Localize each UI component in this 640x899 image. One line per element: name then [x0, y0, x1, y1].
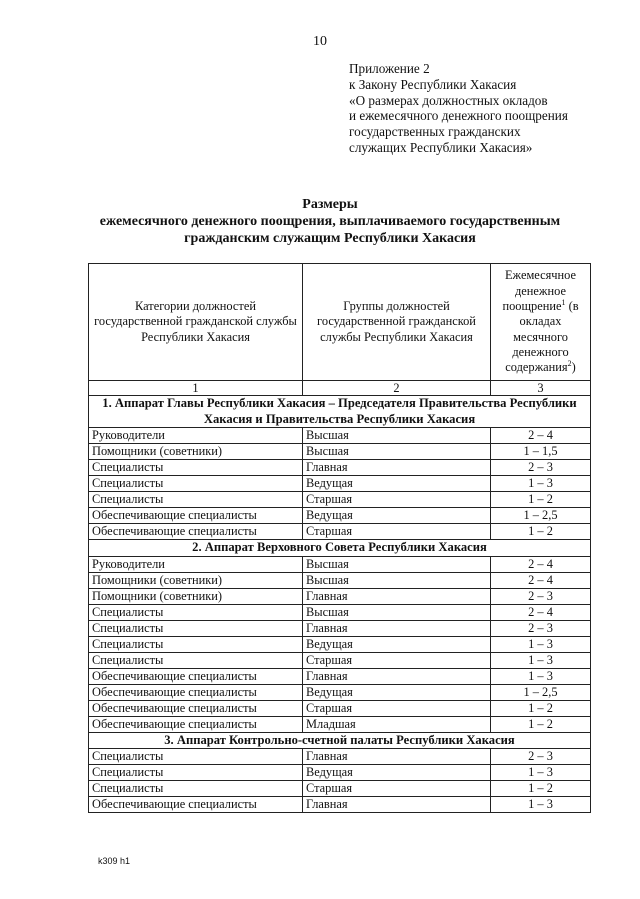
header-group: Группы должностей государственной гражданской службы Республики Хакасия: [303, 264, 491, 381]
appendix-line: служащих Республики Хакасия»: [349, 139, 533, 155]
cell-group: Главная: [303, 749, 491, 765]
table-row: [89, 524, 591, 540]
cell-group: Главная: [303, 797, 491, 813]
table-row: [89, 636, 591, 652]
cell-bonus-range: 1 – 2,5: [491, 508, 591, 524]
column-number-row: [89, 381, 591, 396]
cell-group: Главная: [303, 620, 491, 636]
cell-group: Ведущая: [303, 636, 491, 652]
table-row: [89, 765, 591, 781]
cell-group: Высшая: [303, 572, 491, 588]
cell-category: Помощники (советники): [89, 444, 303, 460]
section-title: 2. Аппарат Верховного Совета Республики Хакасия: [89, 540, 591, 557]
cell-group: Ведущая: [303, 508, 491, 524]
cell-category: Специалисты: [89, 781, 303, 797]
cell-group: Старшая: [303, 652, 491, 668]
cell-group: Высшая: [303, 604, 491, 620]
cell-bonus-range: 2 – 4: [491, 604, 591, 620]
cell-category: Специалисты: [89, 460, 303, 476]
cell-category: Специалисты: [89, 492, 303, 508]
cell-bonus-range: 1 – 3: [491, 476, 591, 492]
table-body: [89, 264, 591, 813]
cell-bonus-range: 1 – 3: [491, 765, 591, 781]
table-row: [89, 492, 591, 508]
cell-bonus-range: 2 – 4: [491, 428, 591, 444]
table-row: [89, 781, 591, 797]
cell-category: Руководители: [89, 556, 303, 572]
section-title: 3. Аппарат Контрольно-счетной палаты Республики Хакасия: [89, 732, 591, 749]
cell-bonus-range: 1 – 2,5: [491, 684, 591, 700]
cell-category: Специалисты: [89, 652, 303, 668]
cell-bonus-range: 2 – 3: [491, 588, 591, 604]
cell-category: Обеспечивающие специалисты: [89, 797, 303, 813]
appendix-line: Приложение 2: [349, 61, 430, 76]
document-title: [40, 196, 620, 247]
cell-category: Специалисты: [89, 765, 303, 781]
cell-bonus-range: 1 – 1,5: [491, 444, 591, 460]
cell-category: Специалисты: [89, 636, 303, 652]
cell-group: Главная: [303, 668, 491, 684]
section-header-row: [89, 540, 591, 557]
cell-bonus-range: 1 – 2: [491, 781, 591, 797]
table-row: [89, 700, 591, 716]
appendix-line: государственных гражданских: [349, 124, 521, 140]
cell-group: Старшая: [303, 524, 491, 540]
cell-category: Помощники (советники): [89, 588, 303, 604]
cell-bonus-range: 1 – 2: [491, 524, 591, 540]
title-line: Размеры: [302, 197, 358, 212]
header-bonus-sub: (в окладах месячного денежного содержания: [505, 299, 579, 375]
table-row: [89, 749, 591, 765]
table-row: [89, 556, 591, 572]
section-header-row: [89, 396, 591, 428]
cell-group: Высшая: [303, 444, 491, 460]
table-row: [89, 444, 591, 460]
cell-category: Обеспечивающие специалисты: [89, 684, 303, 700]
section-header-row: [89, 732, 591, 749]
cell-bonus-range: 2 – 3: [491, 620, 591, 636]
bonus-table: [88, 263, 591, 813]
cell-group: Старшая: [303, 700, 491, 716]
cell-category: Обеспечивающие специалисты: [89, 716, 303, 732]
appendix-note: [349, 61, 629, 156]
cell-bonus-range: 2 – 3: [491, 460, 591, 476]
cell-bonus-range: 1 – 2: [491, 716, 591, 732]
column-number: 1: [89, 381, 303, 396]
cell-category: Специалисты: [89, 620, 303, 636]
cell-bonus-range: 1 – 3: [491, 636, 591, 652]
cell-category: Обеспечивающие специалисты: [89, 524, 303, 540]
cell-category: Специалисты: [89, 604, 303, 620]
cell-category: Специалисты: [89, 476, 303, 492]
appendix-line: к Закону Республики Хакасия: [349, 76, 517, 92]
cell-bonus-range: 2 – 4: [491, 556, 591, 572]
cell-group: Старшая: [303, 781, 491, 797]
section-title: 1. Аппарат Главы Республики Хакасия – Председателя Правительства Республики Хакасия и Правительства Республики Хакасия: [89, 396, 591, 428]
cell-bonus-range: 2 – 3: [491, 749, 591, 765]
cell-bonus-range: 1 – 2: [491, 700, 591, 716]
footnote-mark: 1: [561, 297, 566, 307]
header-category: Категории должностей государственной гражданской службы Республики Хакасия: [89, 264, 303, 381]
appendix-line: и ежемесячного денежного поощрения: [349, 108, 568, 124]
cell-group: Высшая: [303, 556, 491, 572]
title-line: гражданским служащим Республики Хакасия: [184, 231, 476, 246]
header-bonus-main: Ежемесячное денежное поощрение: [502, 268, 577, 314]
table-row: [89, 604, 591, 620]
table-row: [89, 652, 591, 668]
cell-bonus-range: 1 – 2: [491, 492, 591, 508]
table-header-row: [89, 264, 591, 381]
cell-bonus-range: 1 – 3: [491, 668, 591, 684]
cell-group: Высшая: [303, 428, 491, 444]
table-row: [89, 428, 591, 444]
footnote-mark: 2: [567, 359, 572, 369]
table-row: [89, 508, 591, 524]
column-number: 3: [491, 381, 591, 396]
appendix-line: «О размерах должностных окладов: [349, 92, 548, 108]
table-row: [89, 620, 591, 636]
cell-group: Главная: [303, 460, 491, 476]
cell-category: Руководители: [89, 428, 303, 444]
cell-group: Ведущая: [303, 765, 491, 781]
table-row: [89, 460, 591, 476]
column-number: 2: [303, 381, 491, 396]
page-number: 10: [313, 34, 327, 49]
cell-group: Старшая: [303, 492, 491, 508]
cell-category: Специалисты: [89, 749, 303, 765]
table-row: [89, 797, 591, 813]
cell-group: Ведущая: [303, 684, 491, 700]
cell-bonus-range: 2 – 4: [491, 572, 591, 588]
cell-group: Младшая: [303, 716, 491, 732]
table-row: [89, 588, 591, 604]
cell-group: Главная: [303, 588, 491, 604]
table-row: [89, 716, 591, 732]
cell-bonus-range: 1 – 3: [491, 797, 591, 813]
cell-group: Ведущая: [303, 476, 491, 492]
cell-category: Помощники (советники): [89, 572, 303, 588]
title-line: ежемесячного денежного поощрения, выплачиваемого государственным: [99, 214, 561, 229]
cell-category: Обеспечивающие специалисты: [89, 668, 303, 684]
table-row: [89, 668, 591, 684]
table-row: [89, 684, 591, 700]
cell-category: Обеспечивающие специалисты: [89, 700, 303, 716]
table-row: [89, 572, 591, 588]
cell-bonus-range: 1 – 3: [491, 652, 591, 668]
header-bonus-end: ): [571, 360, 576, 375]
header-bonus: [491, 264, 591, 381]
table-row: [89, 476, 591, 492]
footer-code: k309 h1: [98, 856, 131, 866]
cell-category: Обеспечивающие специалисты: [89, 508, 303, 524]
